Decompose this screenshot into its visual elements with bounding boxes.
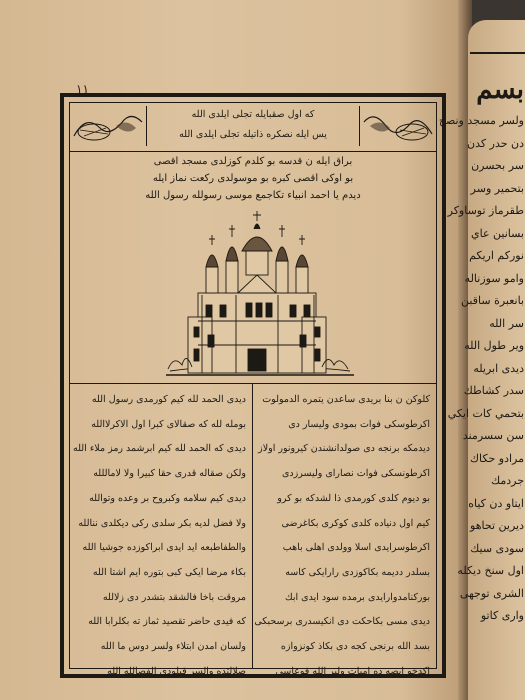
right-page-line: بانعبرة ساقبن (461, 294, 524, 307)
right-page-line: وير طول الله (464, 339, 524, 352)
right-page-line: ايتاو دن كياه (468, 496, 524, 510)
cathedral-engraving-icon (70, 209, 444, 381)
intro-line: براق ايله ن قدسه بو كلدم كوزلدى مسجد اقصى (153, 156, 353, 167)
right-page-line: نوركم اريكم (469, 249, 524, 262)
verse-line: بكاء مرضا ايكى كبى بتوره ايم اشتا الله (92, 566, 246, 578)
poem-column-right (253, 384, 436, 677)
verse-line: ديدى كيم سلامه وكبروح بر وعده وتوالله (89, 492, 246, 504)
right-page-line: اول سنخ ديكله (457, 564, 524, 577)
verse-line: ديدى كه الحمد لله كيم ابرشمد رمز ملاء الله (73, 443, 246, 455)
plate-inner-border (69, 102, 437, 677)
header-band (70, 103, 436, 152)
intro-line: بو اوكى اقصى كبره بو موسولدى ركعت نماز ايله (152, 173, 354, 184)
right-page-line: وامو سوزناله (464, 271, 524, 285)
verse-line: بومله لله كه صقالاى كبرا اول الاكرلاالله (91, 418, 246, 430)
poem-columns (70, 383, 436, 677)
verse-line: صلالتده والسر قبلودى الفصالله الله (107, 665, 246, 677)
verse-line: ديدى مسى بكاحكت دى انكيسدرى برسحبكى (254, 616, 430, 628)
page-number: ١١ (76, 82, 89, 96)
verse-line: كلوكن ن بنا بريدى ساعدن يتمره الدمولوت (262, 394, 430, 405)
verse-line: بسد الله برنجى كجه دى بكاذ كونزوازه (280, 641, 430, 653)
right-page-line: ديرين تحاهو (470, 519, 524, 532)
right-page-line: الشرى توجهى (459, 586, 524, 600)
right-page-text (438, 70, 524, 628)
right-page-line: جردمك (491, 474, 524, 487)
right-page-line: سر بحسرن (471, 159, 524, 172)
right-page-line: بتحمي كات ايكي (447, 406, 524, 420)
verse-line: والطفاطبعه ايد ايدى ابراكوزده جوشيا الله (82, 542, 246, 554)
right-page-line: بتحمير وسر (470, 181, 524, 195)
verse-line: اكدخو ابصه ده اميات ولير الله فوعاسى (275, 665, 430, 677)
right-vignette-icon (359, 106, 436, 146)
verse-line: ولسان امدن ابتلاء ولسر دوس ما الله (100, 641, 246, 653)
right-page-top-rule (470, 52, 525, 54)
verse-line: اكرطوسكى فوات بمودى وليسار دى (288, 418, 430, 430)
cathedral-illustration (70, 209, 436, 381)
right-page-heading: بسم (476, 75, 524, 105)
header-title (150, 105, 356, 149)
verse-line: اكرطونسكى فوات نصاراى وليسرزدى (281, 468, 430, 480)
verse-line: كه فيدى حاضر تقصيد ثماز ته بكلرابا الله (88, 616, 246, 628)
verse-line: بسلدر دديمه بكاكوزدى رارايكى كاسه (285, 566, 430, 578)
engraved-plate-frame (60, 93, 446, 678)
left-vignette-icon (70, 106, 147, 146)
right-page-line: ولسر مسجد ونصح (438, 114, 524, 127)
right-page-line: سودى سيك (470, 541, 524, 555)
verse-line: ديدمكه برنجه دى صولدانشندن كيرونور اولاز (258, 443, 430, 455)
verse-line: ولا فضل لديه بكر سلدى ركى ديكلدى ننالله (78, 517, 246, 529)
verse-line: ديدى الحمد لله كيم كورمدى رسول الله (91, 394, 246, 405)
header-line-1: كه اول صقبايله تجلى ايلدى الله (191, 109, 315, 120)
verse-line: كيم اول دنياده كلدى كوكرى بكاغرضى (281, 517, 430, 529)
verse-line: بوركنامدوارايدى برمده سود ايدى ابك (284, 591, 430, 603)
poem-column-left (70, 384, 253, 677)
intro-line: ديدم يا احمد انبياء تكاجمع موسى رسولله رسول الله (145, 190, 361, 201)
verse-line: بو ديوم كلدى كورمدى ذا لشدكه بو كرو (277, 492, 430, 504)
verse-line: ولكن صقاله قدرى حقا كبيرا ولا لاماللله (93, 468, 246, 480)
right-page-line: ديدى ابريله (473, 361, 524, 375)
right-page-line: بسانين عاي (470, 226, 524, 240)
right-page-line: دن حدر كدن (467, 136, 524, 150)
right-page-line: سر الله (489, 316, 524, 330)
verse-line: اكرطوسرايدى اسلا وولدى اهلى باهب (282, 542, 430, 554)
header-line-2: يس ايله نصكره ذاتيله تجلى ايلدى الله (179, 129, 327, 140)
right-page-line: مرادو حكاك (469, 451, 524, 465)
right-page-line: طقرماز توساوكر (447, 204, 524, 217)
verse-line: مروقت باخا فالشقد بتشدر دى زلالله (102, 591, 246, 603)
right-page-line: سدر كشاطك (463, 384, 524, 397)
intro-text (70, 153, 436, 209)
right-page-line: وارى كاتو (480, 609, 524, 622)
right-page-line: سن سسرمند (462, 429, 524, 442)
